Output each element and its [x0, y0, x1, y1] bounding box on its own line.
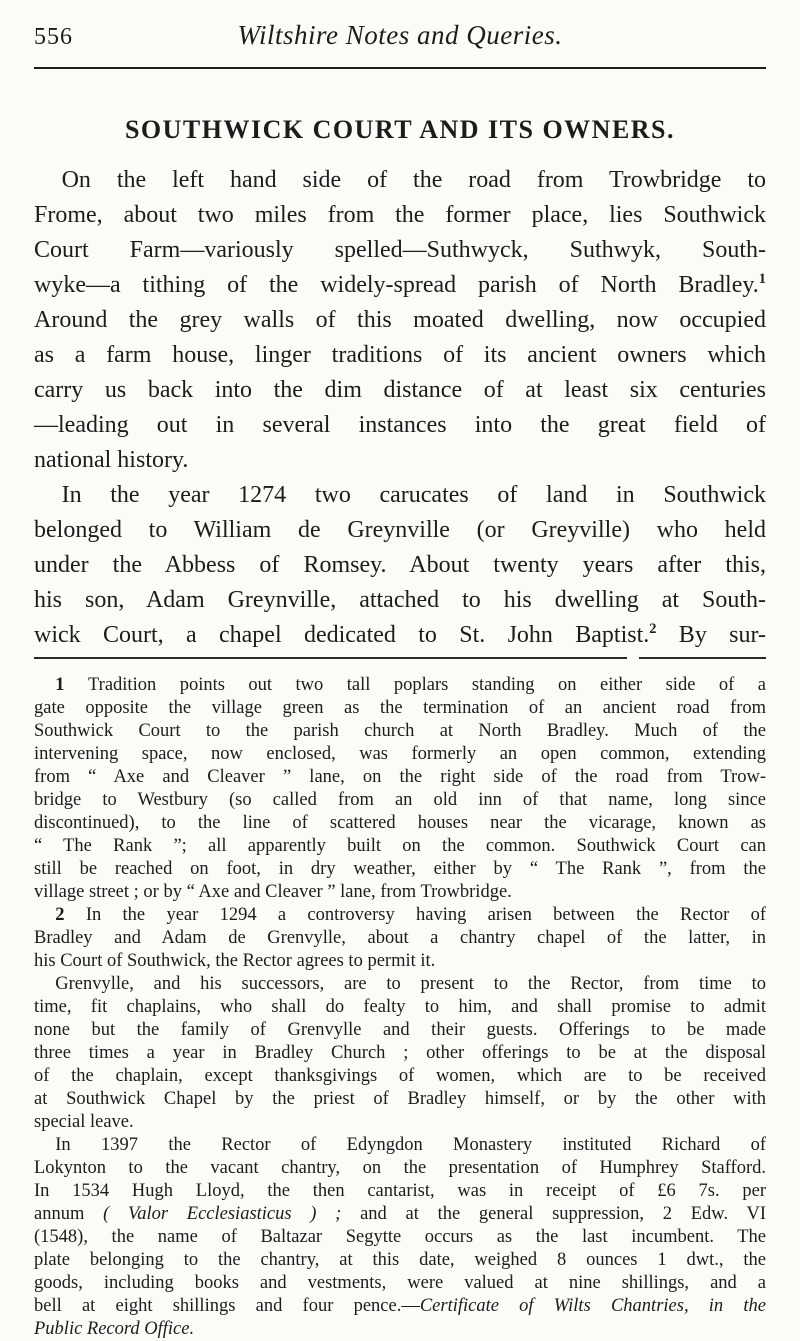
text-segment: Lokynton to the vacant chantry, on the presentation of Humphrey Stafford. — [34, 1158, 766, 1178]
text-segment: bridge to Westbury (so called from an old inn of that name, long since — [34, 790, 766, 810]
text-segment: In 1534 Hugh Lloyd, the then cantarist, was in receipt of £6 7s. per — [34, 1181, 766, 1201]
text-segment: belonged to William de Greynville (or Greyville) who held — [34, 517, 766, 543]
text-segment: three times a year in Bradley Church ; other offerings to be at the disposal — [34, 1043, 766, 1063]
text-segment: Certificate of Wilts Chantries, in the — [419, 1296, 766, 1316]
text-segment: special leave. — [34, 1112, 134, 1132]
text-line — [34, 1042, 766, 1065]
text-line — [34, 1226, 766, 1249]
page-number: 556 — [34, 24, 73, 50]
text-line — [34, 1157, 766, 1180]
paragraph — [34, 163, 766, 478]
text-line — [34, 548, 766, 583]
text-segment: his Court of Southwick, the Rector agrees to permit it. — [34, 951, 436, 971]
text-segment: 1 — [55, 675, 89, 695]
text-line — [34, 268, 766, 303]
text-line — [34, 720, 766, 743]
text-line — [34, 697, 766, 720]
text-segment: In the year 1274 two carucates of land in Southwick — [61, 482, 766, 508]
text-segment: Around the grey walls of this moated dwelling, now occupied — [34, 307, 766, 333]
body-text — [34, 163, 766, 653]
text-segment: “ The Rank ”; all apparently built on the common. Southwick Court can — [34, 836, 766, 856]
text-segment: goods, including books and vestments, were valued at nine shillings, and a — [34, 1273, 766, 1293]
text-line — [34, 1180, 766, 1203]
text-line — [34, 443, 766, 478]
footnote-separator — [34, 657, 766, 659]
text-line — [34, 996, 766, 1019]
text-segment: and at the general suppression, 2 Edw. VI — [341, 1204, 767, 1224]
text-segment: Grenvylle, and his successors, are to present to the Rector, from time to — [55, 974, 766, 994]
text-line — [34, 766, 766, 789]
text-line — [34, 303, 766, 338]
text-segment: still be reached on foot, in dry weather, either by “ The Rank ”, from the — [34, 859, 766, 879]
text-line — [34, 881, 766, 904]
paragraph — [34, 904, 766, 973]
footnote-reference-marker: 1 — [758, 271, 766, 287]
text-line — [34, 743, 766, 766]
text-segment: under the Abbess of Romsey. About twenty years after this, — [34, 552, 766, 578]
text-line — [34, 1295, 766, 1318]
text-line — [34, 789, 766, 812]
paragraph — [34, 1134, 766, 1341]
text-line — [34, 583, 766, 618]
text-segment: none but the family of Grenvylle and their guests. Offerings to be made — [34, 1020, 766, 1040]
text-line — [34, 1249, 766, 1272]
text-segment: at Southwick Chapel by the priest of Bradley himself, or by the other with — [34, 1089, 766, 1109]
text-line — [34, 950, 766, 973]
text-segment: village street ; or by “ Axe and Cleaver ” lane, from Trowbridge. — [34, 882, 512, 902]
text-segment: carry us back into the dim distance of at least six centuries — [34, 377, 766, 403]
text-segment: Bradley and Adam de Grenvylle, about a chantry chapel of the latter, in — [34, 928, 766, 948]
text-segment: Court Farm—variously spelled—Suthwyck, Suthwyk, South- — [34, 237, 766, 263]
text-line — [34, 408, 766, 443]
text-line — [34, 927, 766, 950]
text-segment: wick Court, a chapel dedicated to St. John Baptist. — [34, 622, 650, 648]
text-line — [34, 198, 766, 233]
footnote-reference-marker: 2 — [649, 621, 657, 637]
text-line — [34, 1065, 766, 1088]
text-line — [34, 338, 766, 373]
text-line — [34, 904, 766, 927]
text-line — [34, 1019, 766, 1042]
text-line — [34, 1111, 766, 1134]
text-segment: gate opposite the village green as the termination of an ancient road from — [34, 698, 766, 718]
text-segment: —leading out in several instances into the great field of — [34, 412, 766, 438]
paragraph — [34, 674, 766, 904]
text-line — [34, 233, 766, 268]
header-rule — [34, 67, 766, 69]
text-line — [34, 478, 766, 513]
text-segment: of the chaplain, except thanksgivings of women, which are to be received — [34, 1066, 766, 1086]
text-line — [34, 1272, 766, 1295]
text-line — [34, 812, 766, 835]
text-segment: 2 — [55, 905, 86, 925]
text-segment: Public Record Office. — [34, 1319, 195, 1339]
footnote-separator-long-segment — [34, 657, 627, 659]
footnote-separator-short-segment — [639, 657, 766, 659]
text-segment: annum — [34, 1204, 104, 1224]
text-segment: intervening space, now enclosed, was formerly an open common, extending — [34, 744, 766, 764]
text-line — [34, 973, 766, 996]
text-segment: from “ Axe and Cleaver ” lane, on the right side of the road from Trow- — [34, 767, 766, 787]
journal-title: Wiltshire Notes and Queries. — [237, 20, 563, 50]
footnotes-text — [34, 674, 766, 1341]
text-segment: Southwick Court to the parish church at North Bradley. Much of the — [34, 721, 766, 741]
text-line — [34, 674, 766, 697]
paragraph — [34, 478, 766, 653]
text-segment: wyke—a tithing of the widely-spread parish of North Bradley. — [34, 272, 759, 298]
text-segment: By sur- — [656, 622, 766, 648]
text-line — [34, 618, 766, 653]
text-segment: plate belonging to the chantry, at this date, weighed 8 ounces 1 dwt., the — [34, 1250, 766, 1270]
text-line — [34, 513, 766, 548]
paragraph — [34, 973, 766, 1134]
text-line — [34, 373, 766, 408]
text-line — [34, 858, 766, 881]
text-line — [34, 1203, 766, 1226]
text-line — [34, 1088, 766, 1111]
text-segment: his son, Adam Greynville, attached to his dwelling at South- — [34, 587, 766, 613]
text-segment: discontinued), to the line of scattered houses near the vicarage, known as — [34, 813, 766, 833]
text-segment: On the left hand side of the road from Trowbridge to — [61, 167, 766, 193]
text-segment: ( Valor Ecclesiasticus ) ; — [103, 1204, 342, 1224]
text-segment: Tradition points out two tall poplars standing on either side of a — [88, 675, 767, 695]
text-segment: Frome, about two miles from the former place, lies Southwick — [34, 202, 766, 228]
text-line — [34, 1134, 766, 1157]
text-segment: bell at eight shillings and four pence.— — [34, 1296, 420, 1316]
text-segment: time, fit chaplains, who shall do fealty to him, and shall promise to admit — [34, 997, 766, 1017]
text-segment: national history. — [34, 447, 189, 473]
text-segment: In 1397 the Rector of Edyngdon Monastery instituted Richard of — [55, 1135, 766, 1155]
text-segment: (1548), the name of Baltazar Segytte occurs as the last incumbent. The — [34, 1227, 766, 1247]
text-segment: as a farm house, linger traditions of its ancient owners which — [34, 342, 766, 368]
text-line — [34, 835, 766, 858]
text-segment: In the year 1294 a controversy having arisen between the Rector of — [85, 905, 767, 925]
text-line — [34, 163, 766, 198]
article-title: SOUTHWICK COURT AND ITS OWNERS. — [124, 115, 676, 144]
page-header — [34, 20, 766, 51]
